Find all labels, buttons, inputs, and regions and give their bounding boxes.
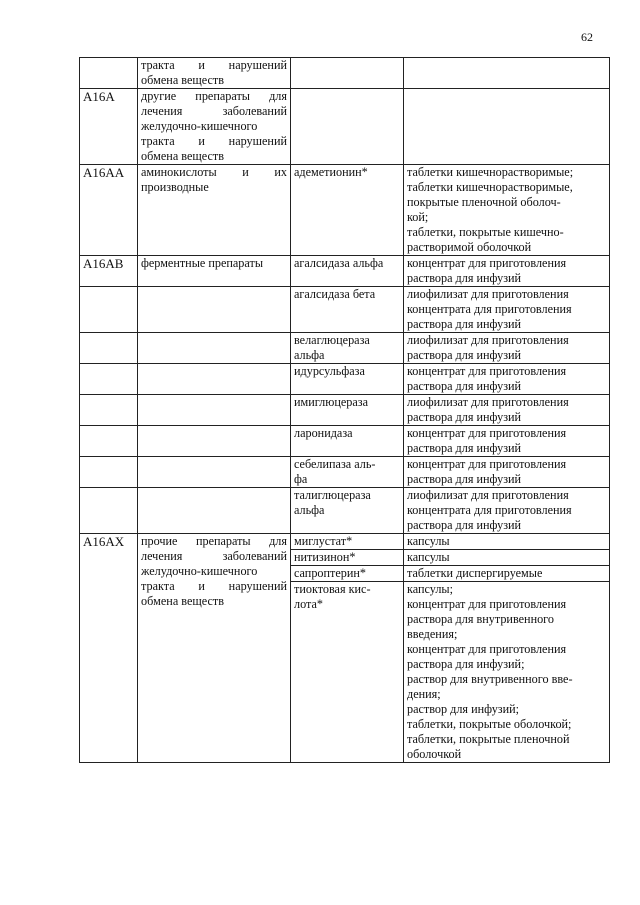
drug-cell: [291, 165, 404, 256]
table-row: [80, 426, 610, 457]
dosage-form-cell-line: концентрата для приготовления: [407, 302, 572, 316]
drug-cell: [291, 457, 404, 488]
dosage-form-cell: [404, 457, 610, 488]
table-row: [80, 488, 610, 534]
group-cell: [138, 165, 291, 256]
drug-cell-line: миглустат*: [294, 534, 353, 548]
dosage-form-cell-line: раствор для инфузий;: [407, 702, 520, 716]
drug-cell-line: имиглюцераза: [294, 395, 368, 409]
dosage-form-cell-line: раствора для инфузий: [407, 348, 522, 362]
atc-code-cell: [80, 426, 138, 457]
table-row: [80, 89, 610, 165]
group-cell: [138, 58, 291, 89]
dosage-form-cell-line: концентрат для приготовления: [407, 457, 567, 471]
group-cell: [138, 333, 291, 364]
table-row: [80, 333, 610, 364]
drug-cell: [291, 488, 404, 534]
drug-cell-line: агалсидаза бета: [294, 287, 376, 301]
drug-cell: [291, 550, 404, 566]
table-row: [80, 395, 610, 426]
group-cell-line: обмена веществ: [141, 73, 224, 87]
dosage-form-cell: [404, 395, 610, 426]
dosage-form-cell-line: концентрат для приготовления: [407, 642, 567, 656]
dosage-form-cell-line: раствора для инфузий: [407, 410, 522, 424]
group-cell-line: другие препараты для: [141, 89, 287, 103]
group-cell-line: аминокислоты и их: [141, 165, 287, 179]
drug-cell-line: альфа: [294, 503, 325, 517]
dosage-form-cell-line: таблетки кишечнорастворимые;: [407, 165, 574, 179]
drug-cell-line: велаглюцераза: [294, 333, 370, 347]
table-row: [80, 287, 610, 333]
atc-code-cell: [80, 488, 138, 534]
table-row: [80, 364, 610, 395]
drug-cell-line: нитизинон*: [294, 550, 356, 564]
dosage-form-cell-line: раствор для внутривенного вве-: [407, 672, 573, 686]
dosage-form-cell-line: лиофилизат для приготовления: [407, 395, 569, 409]
drug-cell: [291, 566, 404, 582]
drug-table: [79, 57, 610, 763]
dosage-form-cell-line: концентрат для приготовления: [407, 597, 567, 611]
dosage-form-cell-line: концентрата для приготовления: [407, 503, 572, 517]
dosage-form-cell-line: покрытые пленочной оболоч-: [407, 195, 561, 209]
dosage-form-cell-line: оболочкой: [407, 747, 462, 761]
dosage-form-cell-line: концентрат для приготовления: [407, 426, 567, 440]
dosage-form-cell: [404, 58, 610, 89]
atc-code-cell: A16A: [80, 89, 138, 165]
group-cell-line: желудочно-кишечного: [141, 564, 258, 578]
dosage-form-cell: [404, 582, 610, 763]
dosage-form-cell-line: растворимой оболочкой: [407, 240, 532, 254]
group-cell-line: производные: [141, 180, 209, 194]
dosage-form-cell: [404, 550, 610, 566]
dosage-form-cell: [404, 364, 610, 395]
drug-cell: [291, 58, 404, 89]
drug-cell-line: лота*: [294, 597, 323, 611]
drug-cell: [291, 287, 404, 333]
dosage-form-cell: [404, 165, 610, 256]
group-cell-line: лечения заболеваний: [141, 104, 287, 118]
dosage-form-cell-line: таблетки диспергируемые: [407, 566, 543, 580]
group-cell: [138, 256, 291, 287]
drug-cell: [291, 364, 404, 395]
group-cell-line: обмена веществ: [141, 149, 224, 163]
atc-code-cell: [80, 333, 138, 364]
atc-code-cell: [80, 364, 138, 395]
group-cell-line: обмена веществ: [141, 594, 224, 608]
dosage-form-cell: [404, 287, 610, 333]
dosage-form-cell-line: таблетки кишечнорастворимые,: [407, 180, 573, 194]
dosage-form-cell-line: раствора для инфузий: [407, 472, 522, 486]
dosage-form-cell-line: раствора для инфузий: [407, 379, 522, 393]
dosage-form-cell: [404, 426, 610, 457]
table-row: [80, 534, 610, 550]
group-cell: [138, 89, 291, 165]
group-cell-line: тракта и нарушений: [141, 134, 287, 148]
drug-cell-line: агалсидаза альфа: [294, 256, 384, 270]
dosage-form-cell-line: таблетки, покрытые пленочной: [407, 732, 570, 746]
dosage-form-cell-line: введения;: [407, 627, 458, 641]
dosage-form-cell-line: лиофилизат для приготовления: [407, 287, 569, 301]
dosage-form-cell-line: таблетки, покрытые кишечно-: [407, 225, 564, 239]
dosage-form-cell-line: капсулы;: [407, 582, 453, 596]
drug-cell-line: альфа: [294, 348, 325, 362]
dosage-form-cell-line: раствора для инфузий: [407, 441, 522, 455]
atc-code-cell: [80, 287, 138, 333]
atc-code-cell: [80, 457, 138, 488]
group-cell: [138, 534, 291, 763]
dosage-form-cell-line: концентрат для приготовления: [407, 256, 567, 270]
drug-cell: [291, 534, 404, 550]
dosage-form-cell-line: капсулы: [407, 534, 450, 548]
dosage-form-cell-line: концентрат для приготовления: [407, 364, 567, 378]
group-cell-line: желудочно-кишечного: [141, 119, 258, 133]
dosage-form-cell-line: раствора для внутривенного: [407, 612, 554, 626]
dosage-form-cell: [404, 566, 610, 582]
dosage-form-cell: [404, 256, 610, 287]
dosage-form-cell-line: раствора для инфузий: [407, 271, 522, 285]
drug-cell: [291, 395, 404, 426]
group-cell-line: тракта и нарушений: [141, 58, 287, 72]
group-cell: [138, 457, 291, 488]
drug-cell-line: талиглюцераза: [294, 488, 371, 502]
drug-cell: [291, 333, 404, 364]
drug-cell: [291, 256, 404, 287]
drug-cell-line: себелипаза аль-: [294, 457, 376, 471]
table-row: [80, 457, 610, 488]
atc-code-cell: [80, 58, 138, 89]
dosage-form-cell-line: дения;: [407, 687, 441, 701]
group-cell-line: ферментные препараты: [141, 256, 264, 270]
drug-cell: [291, 426, 404, 457]
dosage-form-cell: [404, 333, 610, 364]
table-row: [80, 256, 610, 287]
atc-code-cell: A16AX: [80, 534, 138, 763]
dosage-form-cell-line: таблетки, покрытые оболочкой;: [407, 717, 572, 731]
dosage-form-cell-line: лиофилизат для приготовления: [407, 488, 569, 502]
group-cell-line: лечения заболеваний: [141, 549, 287, 563]
group-cell-line: прочие препараты для: [141, 534, 287, 548]
atc-code-cell: A16AA: [80, 165, 138, 256]
drug-cell-line: ларонидаза: [294, 426, 353, 440]
dosage-form-cell-line: раствора для инфузий;: [407, 657, 525, 671]
table-row: [80, 165, 610, 256]
dosage-form-cell: [404, 488, 610, 534]
drug-cell-line: сапроптерин*: [294, 566, 367, 580]
drug-cell-line: фа: [294, 472, 308, 486]
drug-cell: [291, 582, 404, 763]
group-cell: [138, 364, 291, 395]
page-number: 62: [581, 30, 593, 44]
atc-code-cell: A16AB: [80, 256, 138, 287]
dosage-form-cell-line: капсулы: [407, 550, 450, 564]
dosage-form-cell-line: лиофилизат для приготовления: [407, 333, 569, 347]
group-cell-line: тракта и нарушений: [141, 579, 287, 593]
dosage-form-cell-line: раствора для инфузий: [407, 317, 522, 331]
table-row: [80, 58, 610, 89]
group-cell: [138, 287, 291, 333]
drug-cell-line: тиоктовая кис-: [294, 582, 371, 596]
group-cell: [138, 395, 291, 426]
dosage-form-cell-line: кой;: [407, 210, 429, 224]
drug-cell-line: адеметионин*: [294, 165, 368, 179]
table-body: [80, 58, 610, 763]
drug-cell-line: идурсульфаза: [294, 364, 365, 378]
group-cell: [138, 426, 291, 457]
drug-cell: [291, 89, 404, 165]
atc-code-cell: [80, 395, 138, 426]
dosage-form-cell: [404, 89, 610, 165]
group-cell: [138, 488, 291, 534]
dosage-form-cell: [404, 534, 610, 550]
dosage-form-cell-line: раствора для инфузий: [407, 518, 522, 532]
